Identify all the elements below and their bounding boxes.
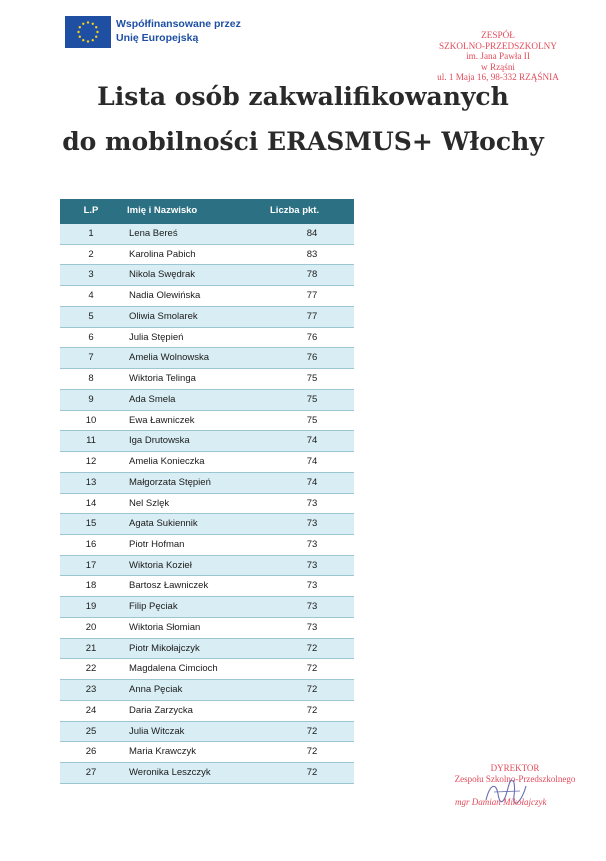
row-name: Piotr Mikołajczyk [129,642,200,654]
row-points: 84 [306,228,318,239]
row-lp: 13 [85,476,97,488]
row-points: 72 [306,684,318,696]
row-name: Magdalena Cimcioch [129,663,218,675]
eu-logo-line2: Unię Europejską [116,32,199,44]
row-lp: 27 [85,767,97,779]
row-lp: 3 [88,269,94,281]
table-row [60,659,354,680]
table-header [60,199,354,224]
row-name: Wiktoria Kozieł [129,559,192,571]
row-lp: 15 [85,518,97,530]
row-lp: 11 [86,435,96,447]
row-name: Weronika Leszczyk [129,767,211,779]
row-lp: 10 [85,414,97,426]
row-name: Iga Drutowska [129,435,190,447]
table-row [60,245,354,266]
row-lp: 2 [88,248,94,260]
row-lp: 5 [88,310,94,322]
director-org: Zespołu Szkolno-Przedszkolnego [454,774,576,784]
table-row [60,680,354,701]
row-name: Wiktoria Słomian [129,621,201,633]
row-points: 73 [306,539,318,551]
row-lp: 12 [85,456,97,468]
row-name: Julia Stępień [129,331,184,343]
eu-star-icon [87,21,89,23]
row-name: Nikola Swędrak [129,269,195,281]
header-lp: L.P [83,205,99,216]
row-points: 73 [306,518,318,530]
row-lp: 22 [85,663,97,675]
row-name: Lena Bereś [129,228,178,239]
table-row [60,514,354,535]
row-points: 73 [306,497,318,509]
director-title: DYREKTOR [490,763,540,773]
table-row [60,265,354,286]
stamp-line: im. Jana Pawła II [466,51,530,61]
row-points: 83 [306,248,318,260]
row-points: 77 [306,290,318,302]
table-row [60,224,354,245]
row-name: Amelia Wolnowska [129,352,210,364]
row-points: 77 [306,310,318,322]
table-row [60,556,354,577]
eu-star-icon [92,39,94,41]
table-row [60,473,354,494]
row-points: 74 [306,476,318,488]
row-name: Agata Sukiennik [129,518,198,530]
table-row [60,494,354,515]
director-name: mgr Damian Mikołajczyk [455,797,547,807]
row-lp: 23 [85,684,97,696]
table-row [60,286,354,307]
row-points: 75 [306,373,318,385]
table-row [60,639,354,660]
row-lp: 1 [88,228,94,239]
table-body [60,224,354,784]
table-row [60,618,354,639]
row-lp: 14 [85,497,97,509]
header-points: Liczba pkt. [270,205,320,216]
row-name: Ada Smela [129,393,176,405]
row-points: 75 [306,393,318,405]
row-points: 74 [306,435,318,447]
eu-star-icon [79,36,81,38]
row-points: 76 [306,331,318,343]
page-title-line2: do mobilności ERASMUS+ Włochy [62,127,544,156]
row-name: Piotr Hofman [129,539,185,551]
row-points: 73 [306,559,318,571]
row-lp: 7 [88,352,94,364]
row-points: 72 [306,746,318,758]
table-row [60,597,354,618]
row-name: Małgorzata Stępień [129,476,211,488]
row-name: Julia Witczak [129,725,185,737]
row-points: 73 [306,621,318,633]
row-points: 78 [306,269,318,281]
row-lp: 20 [85,621,97,633]
eu-star-icon [82,23,84,25]
table-row [60,328,354,349]
stamp-line: ZESPÓŁ [481,30,515,40]
row-lp: 19 [85,601,97,613]
row-name: Maria Krawczyk [129,746,197,758]
eu-logo-line1: Współfinansowane przez [116,18,241,30]
row-points: 72 [306,642,318,654]
table-row [60,576,354,597]
row-points: 74 [306,456,318,468]
table-row [60,742,354,763]
row-name: Ewa Ławniczek [129,414,195,426]
eu-star-icon [87,40,89,42]
row-name: Amelia Konieczka [129,456,205,468]
eu-star-icon [95,26,97,28]
eu-star-icon [92,23,94,25]
row-lp: 24 [85,704,97,716]
eu-star-icon [77,31,79,33]
row-points: 72 [306,767,318,779]
table-row [60,307,354,328]
row-name: Bartosz Ławniczek [129,580,209,592]
qualified-students-table [60,199,354,784]
row-name: Daria Zarzycka [129,704,193,716]
stamp-line: ul. 1 Maja 16, 98-332 RZĄŚNIA [437,72,559,82]
row-points: 73 [306,580,318,592]
table-row [60,390,354,411]
row-lp: 21 [85,642,97,654]
eu-star-icon [82,39,84,41]
table-row [60,452,354,473]
row-lp: 26 [85,746,97,758]
row-lp: 4 [88,290,94,302]
table-row [60,431,354,452]
stamp-line: w Rząśni [481,61,515,72]
school-stamp [418,30,578,83]
row-name: Anna Pęciak [129,684,183,696]
row-lp: 25 [85,725,97,737]
row-points: 76 [306,352,318,364]
row-name: Filip Pęciak [129,601,178,613]
eu-cofinancing-logo [65,16,242,50]
row-points: 73 [306,601,318,613]
page-title-line1: Lista osób zakwalifikowanych [97,82,509,111]
row-lp: 9 [88,393,94,405]
row-lp: 8 [88,373,94,385]
table-row [60,411,354,432]
eu-star-icon [79,26,81,28]
row-lp: 17 [85,559,97,571]
table-row [60,722,354,743]
table-row [60,535,354,556]
row-name: Nel Szlęk [129,497,170,509]
row-name: Wiktoria Telinga [129,373,196,385]
row-lp: 6 [88,331,94,343]
header-name: Imię i Nazwisko [127,205,198,216]
row-lp: 16 [85,539,97,551]
eu-star-icon [96,31,98,33]
eu-star-icon [95,36,97,38]
table-row [60,348,354,369]
eu-flag-icon [65,16,111,48]
eu-logo-text [116,17,241,45]
table-row [60,763,354,784]
row-points: 72 [306,725,318,737]
table-row [60,369,354,390]
row-points: 72 [306,704,318,716]
table-row [60,701,354,722]
stamp-line: SZKOLNO-PRZEDSZKOLNY [439,40,557,51]
row-points: 75 [306,414,318,426]
row-points: 72 [306,663,318,675]
row-name: Nadia Olewińska [129,290,201,302]
row-lp: 18 [85,580,97,592]
row-name: Oliwia Smolarek [129,310,198,322]
row-name: Karolina Pabich [129,248,196,260]
